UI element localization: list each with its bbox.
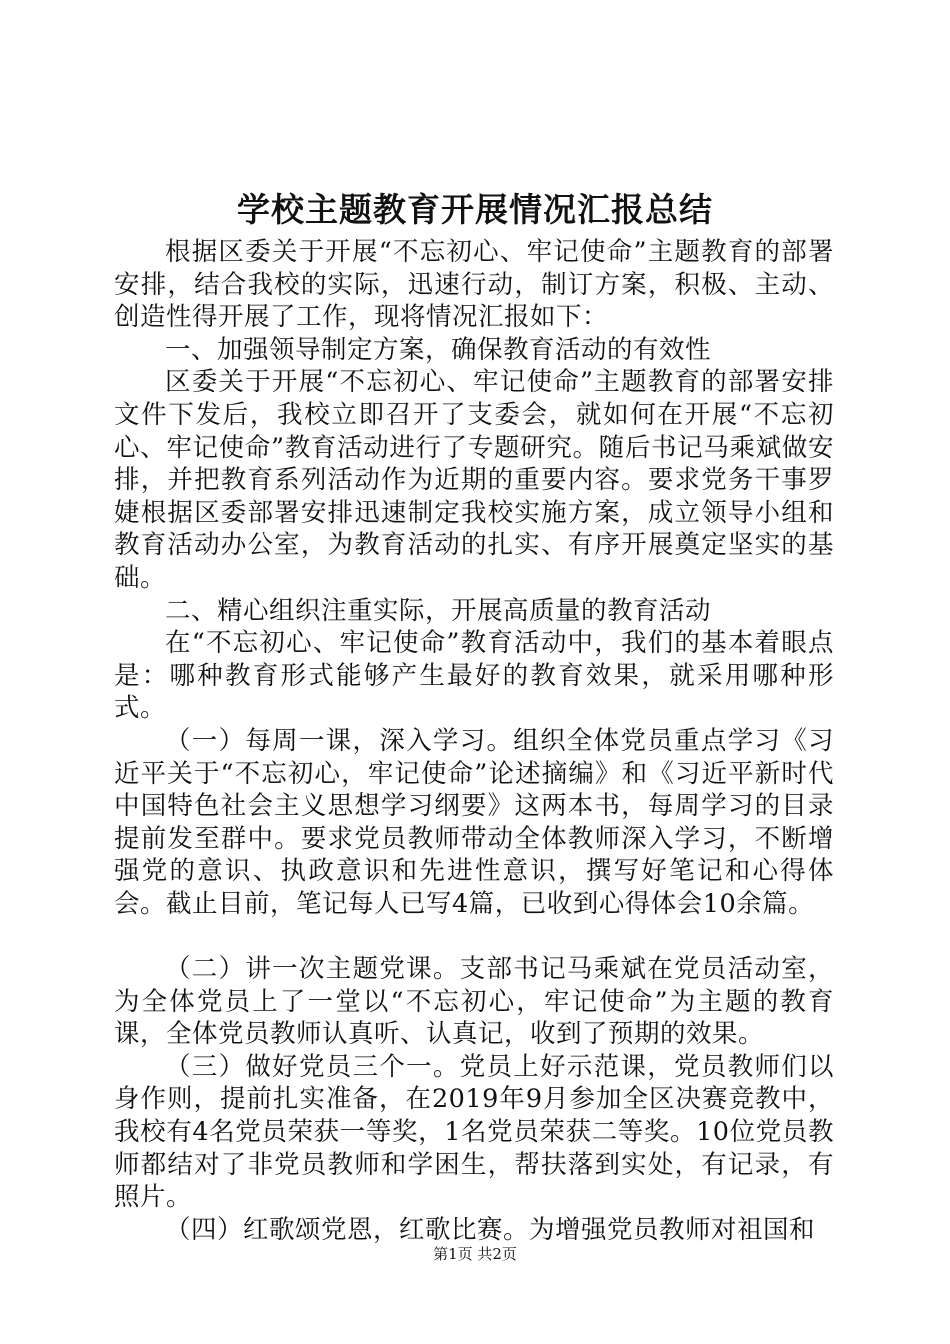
paragraph-item-3: （三）做好党员三个一。党员上好示范课，党员教师们以身作则，提前扎实准备，在2019年9月参加全区决赛竞教中，我校有4名党员荣获一等奖，1名党员荣获二等奖。10位党员教师都结对了非党员教师和学困生，帮扶落到实处，有记录，有照片。	[114, 1051, 834, 1213]
paragraph-item-2: （二）讲一次主题党课。支部书记马乘斌在党员活动室，为全体党员上了一堂以“不忘初心，牢记使命”为主题的教育课，全体党员教师认真听、认真记，收到了预期的效果。	[114, 954, 834, 1050]
paragraph-item-4: （四）红歌颂党恩，红歌比赛。为增强党员教师对祖国和	[165, 1214, 816, 1245]
section-heading-1: 一、加强领导制定方案，确保教育活动的有效性	[165, 334, 712, 365]
paragraph-section-2: 在“不忘初心、牢记使命”教育活动中，我们的基本着眼点是：哪种教育形式能够产生最好的教育效果，就采用哪种形式。	[114, 628, 834, 724]
section-heading-2: 二、精心组织注重实际，开展高质量的教育活动	[165, 595, 712, 626]
page-number-footer: 第1页 共2页	[433, 1245, 517, 1263]
paragraph-intro: 根据区委关于开展“不忘初心、牢记使命”主题教育的部署安排，结合我校的实际，迅速行动，制订方案，积极、主动、创造性得开展了工作，现将情况汇报如下：	[114, 237, 834, 333]
document-body	[114, 236, 834, 1246]
paragraph-item-1: （一）每周一课，深入学习。组织全体党员重点学习《习近平关于“不忘初心，牢记使命”论述摘编》和《习近平新时代中国特色社会主义思想学习纲要》这两本书，每周学习的目录提前发至群中。要求党员教师带动全体教师深入学习，不断增强党的意识、执政意识和先进性意识，撰写好笔记和心得体会。截止目前，笔记每人已写4篇，已收到心得体会10余篇。	[114, 725, 834, 919]
paragraph-section-1: 区委关于开展“不忘初心、牢记使命”主题教育的部署安排文件下发后，我校立即召开了支委会，就如何在开展“不忘初心、牢记使命”教育活动进行了专题研究。随后书记马乘斌做安排，并把教育系列活动作为近期的重要内容。要求党务干事罗婕根据区委部署安排迅速制定我校实施方案，成立领导小组和教育活动办公室，为教育活动的扎实、有序开展奠定坚实的基础。	[114, 367, 834, 593]
document-title: 学校主题教育开展情况汇报总结	[237, 190, 713, 229]
